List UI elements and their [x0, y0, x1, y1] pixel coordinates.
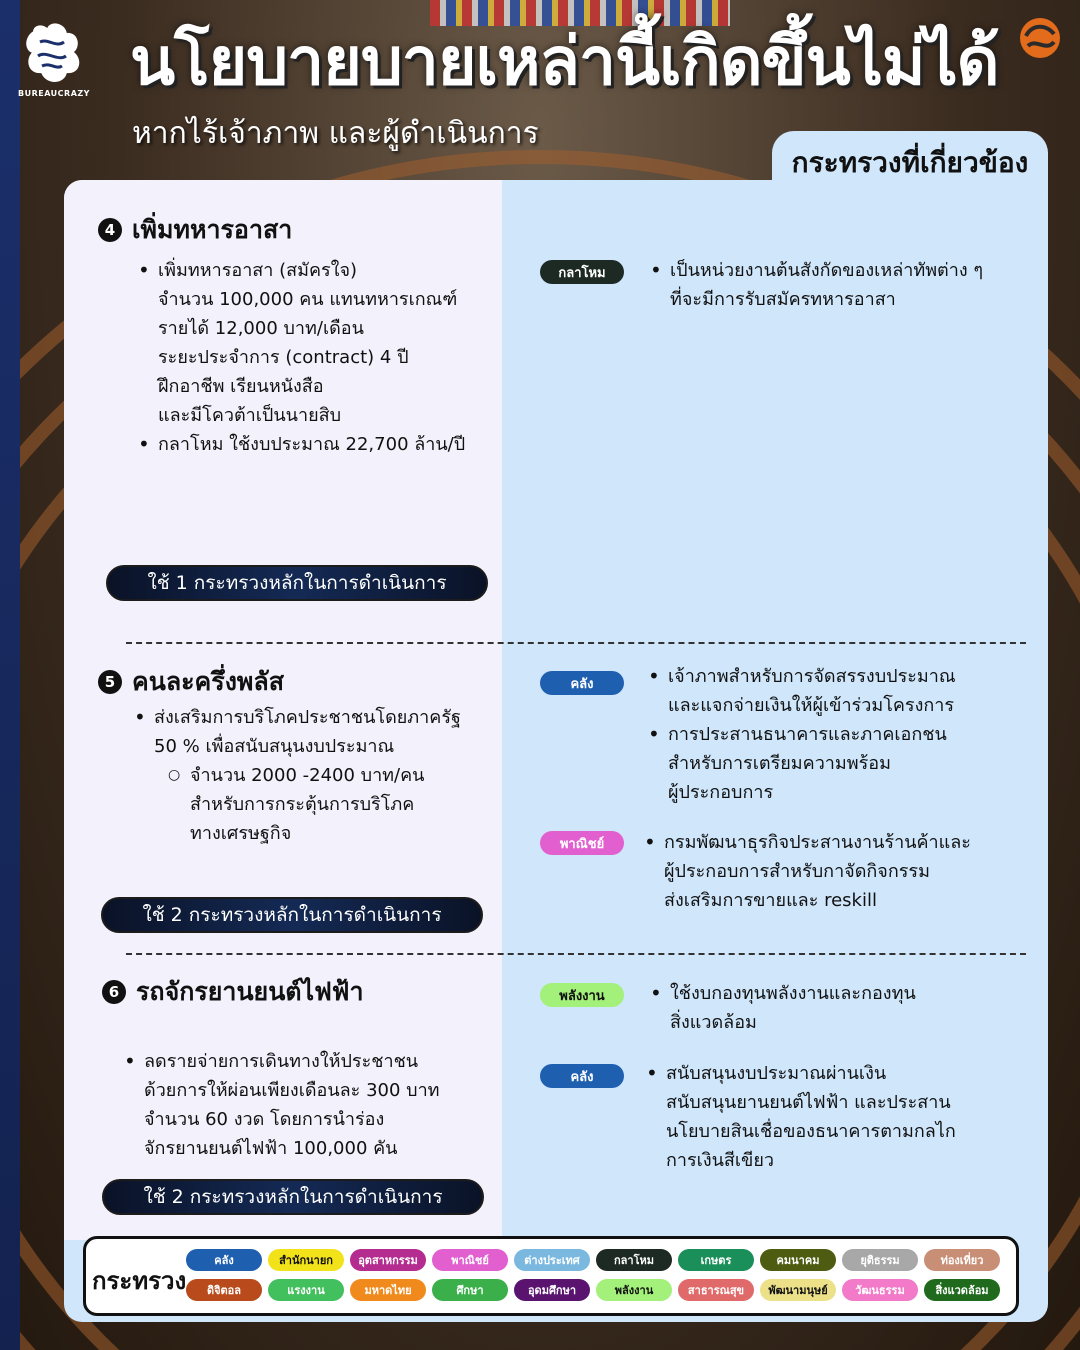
ministry-note: • สนับสนุนงบประมาณผ่านเงิน	[644, 1059, 956, 1088]
ministry-note: สนับสนุนยานยนต์ไฟฟ้า และประสาน	[666, 1092, 951, 1113]
corner-brain-icon	[1012, 12, 1068, 68]
ministry-note: • ใช้งบกองทุนพลังงานและกองทุน	[648, 979, 916, 1008]
legend-chip: ยุติธรรม	[842, 1249, 918, 1271]
ministry-tag-defense: กลาโหม	[540, 260, 624, 284]
section-6-ministry-1-notes	[648, 979, 916, 1037]
ministry-tag-finance: คลัง	[540, 671, 624, 695]
legend-chip: วัฒนธรรม	[842, 1279, 918, 1301]
legend-chip: สิ่งแวดล้อม	[924, 1279, 1000, 1301]
detail-line: สำหรับการกระตุ้นการบริโภค	[190, 794, 415, 815]
section-title-text: รถจักรยานยนต์ไฟฟ้า	[136, 977, 364, 1006]
legend-chip: พัฒนามนุษย์	[760, 1279, 836, 1301]
logo-text: BUREAUCRAZY	[18, 89, 90, 98]
section-6-ministry-2-notes	[644, 1059, 956, 1175]
legend-chip: สำนักนายก	[268, 1249, 344, 1271]
section-6-details	[122, 1047, 440, 1163]
section-title-text: คนละครึ่งพลัส	[132, 667, 284, 696]
ministry-note: ส่งเสริมการขายและ reskill	[664, 890, 877, 911]
legend-chip: มหาดไทย	[350, 1279, 426, 1301]
ministry-note: ที่จะมีการรับสมัครทหารอาสา	[670, 289, 896, 310]
section-title-text: เพิ่มทหารอาสา	[132, 215, 293, 244]
legend-row	[186, 1279, 1016, 1301]
section-5-ministry-1-notes	[646, 662, 956, 807]
legend-chip: แรงงาน	[268, 1279, 344, 1301]
ministry-note: สิ่งแวดล้อม	[670, 1012, 757, 1033]
legend-chip: ดิจิตอล	[186, 1279, 262, 1301]
section-6-title	[102, 972, 364, 1012]
section-number-badge: 5	[98, 670, 122, 694]
legend-chips	[186, 1249, 1016, 1309]
ministry-legend	[83, 1236, 1019, 1316]
detail-line: จำนวน 60 งวด โดยการนำร่อง	[144, 1109, 385, 1130]
ministry-note: • กรมพัฒนาธุรกิจประสานงานร้านค้าและ	[642, 828, 971, 857]
legend-chip: สาธารณสุข	[678, 1279, 754, 1301]
detail-line: • เพิ่มทหารอาสา (สมัครใจ)	[136, 256, 465, 285]
legend-chip: พลังงาน	[596, 1279, 672, 1301]
ministry-note: สำหรับการเตรียมความพร้อม	[668, 753, 891, 774]
ministry-note: ผู้ประกอบการ	[668, 782, 774, 803]
detail-line: • ส่งเสริมการบริโภคประชาชนโดยภาครัฐ	[132, 703, 461, 732]
section-6-ministry-count-bar: ใช้ 2 กระทรวงหลักในการดำเนินการ	[102, 1179, 484, 1215]
page-title: นโยบายบายเหล่านี้เกิดขึ้นไม่ได้	[130, 23, 999, 100]
legend-chip: เกษตร	[678, 1249, 754, 1271]
section-5-ministry-2-notes	[642, 828, 971, 915]
detail-line: รายได้ 12,000 บาท/เดือน	[158, 318, 364, 339]
section-number-badge: 6	[102, 980, 126, 1004]
detail-line: ฝึกอาชีพ เรียนหนังสือ	[158, 376, 324, 397]
ministry-note: • เจ้าภาพสำหรับการจัดสรรงบประมาณ	[646, 662, 956, 691]
legend-label: กระทรวง	[92, 1267, 187, 1295]
ministry-note: นโยบายสินเชื่อของธนาคารตามกลไก	[666, 1121, 956, 1142]
detail-line: ด้วยการให้ผ่อนเพียงเดือนละ 300 บาท	[144, 1080, 440, 1101]
legend-chip: กลาโหม	[596, 1249, 672, 1271]
legend-chip: คลัง	[186, 1249, 262, 1271]
ministry-tag-commerce: พาณิชย์	[540, 831, 624, 855]
related-ministries-label: กระทรวงที่เกี่ยวข้อง	[791, 146, 1029, 179]
legend-chip: อุดมศึกษา	[514, 1279, 590, 1301]
left-edge-stripe	[0, 0, 20, 1350]
detail-line: • ลดรายจ่ายการเดินทางให้ประชาชน	[122, 1047, 440, 1076]
section-4-ministry-1-notes	[648, 256, 983, 314]
ministry-tag-energy: พลังงาน	[540, 983, 624, 1007]
section-divider	[126, 953, 1026, 955]
detail-line: • กลาโหม ใช้งบประมาณ 22,700 ล้าน/ปี	[136, 430, 465, 459]
section-4-ministry-count-bar: ใช้ 1 กระทรวงหลักในการดำเนินการ	[106, 565, 488, 601]
detail-line: ระยะประจำการ (contract) 4 ปี	[158, 347, 409, 368]
section-4-title	[98, 210, 292, 250]
ministry-note: การเงินสีเขียว	[666, 1150, 775, 1171]
detail-line: จักรยานยนต์ไฟฟ้า 100,000 คัน	[144, 1138, 398, 1159]
legend-chip: ท่องเที่ยว	[924, 1249, 1000, 1271]
legend-row	[186, 1249, 1016, 1271]
ministry-note: • การประสานธนาคารและภาคเอกชน	[646, 720, 956, 749]
detail-line: และมีโควต้าเป็นนายสิบ	[158, 405, 342, 426]
detail-line: ทางเศรษฐกิจ	[190, 823, 292, 844]
ministry-tag-finance: คลัง	[540, 1064, 624, 1088]
page-subtitle: หากไร้เจ้าภาพ และผู้ดำเนินการ	[132, 116, 539, 151]
ministry-note: • เป็นหน่วยงานต้นสังกัดของเหล่าทัพต่าง ๆ	[648, 256, 983, 285]
bureaucrazy-logo-icon	[20, 18, 84, 100]
legend-chip: พาณิชย์	[432, 1249, 508, 1271]
section-5-ministry-count-bar: ใช้ 2 กระทรวงหลักในการดำเนินการ	[101, 897, 483, 933]
section-number-badge: 4	[98, 218, 122, 242]
legend-chip: ต่างประเทศ	[514, 1249, 590, 1271]
section-divider	[126, 642, 1026, 644]
legend-chip: อุตสาหกรรม	[350, 1249, 426, 1271]
detail-line: จำนวน 100,000 คน แทนทหารเกณฑ์	[158, 289, 458, 310]
detail-line: 50 % เพื่อสนับสนุนงบประมาณ	[154, 736, 395, 757]
legend-chip: ศึกษา	[432, 1279, 508, 1301]
legend-chip: คมนาคม	[760, 1249, 836, 1271]
section-5-title	[98, 662, 284, 702]
ministry-note: ผู้ประกอบการสำหรับกาจัดกิจกรรม	[664, 861, 930, 882]
detail-line: ○ จำนวน 2000 -2400 บาท/คน	[132, 761, 461, 790]
section-4-details	[136, 256, 465, 459]
section-5-details	[132, 703, 461, 848]
ministry-note: และแจกจ่ายเงินให้ผู้เข้าร่วมโครงการ	[668, 695, 955, 716]
